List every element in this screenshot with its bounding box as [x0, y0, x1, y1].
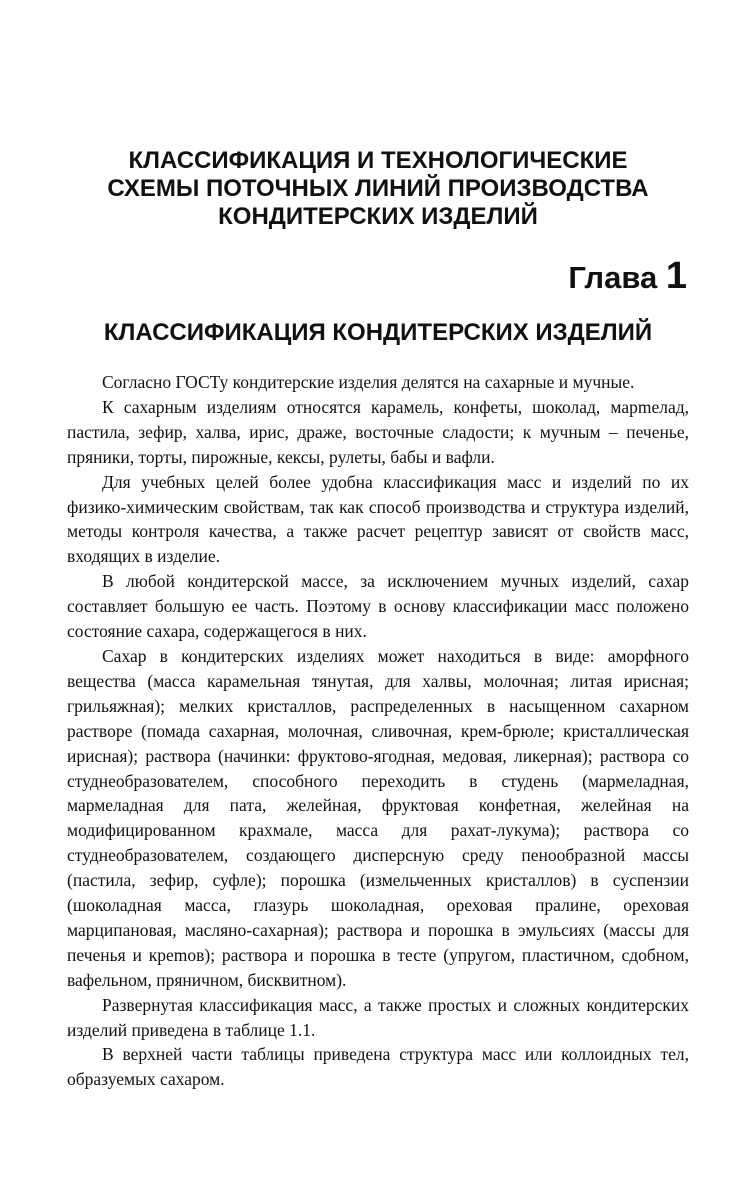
paragraph: Согласно ГОСТу кондитерские изделия делятся на сахарные и мучные.: [102, 372, 635, 392]
part-title-line: КОНДИТЕРСКИХ ИЗДЕЛИЙ: [218, 203, 538, 230]
paragraph: В любой кондитерской массе, за исключением мучных изделий, сахар составляет большую ее часть. Поэтому в основу классификации масс положено состояние сахара, содержащегося в них.: [67, 571, 689, 642]
paragraph: Для учебных целей более удобна классификация масс и изделий по их физико-химическим свойствам, так как способ производства и структура изделий, методы контроля качества, а также расчет рецептур зависят от свойств масс, входящих в изделие.: [67, 471, 689, 567]
chapter-number: 1: [665, 255, 687, 297]
paragraph: К сахарным изделиям относятся карамель, конфеты, шоколад, марmелад, пастила, зефир, халва, ирис, драже, восточные сладости; к мучным – печенье, пряники, торты, пирожные, кексы, рулеты, бабы и вафли.: [67, 396, 689, 467]
part-title-line: КЛАССИФИКАЦИЯ И ТЕХНОЛОГИЧЕСКИЕ: [128, 147, 628, 174]
paragraph: Развернутая классификация масс, а также простых и сложных кондитерских изделий приведена в таблице 1.1.: [67, 994, 689, 1040]
part-title-line: СХЕМЫ ПОТОЧНЫХ ЛИНИЙ ПРОИЗВОДСТВА: [107, 175, 649, 202]
chapter-label: Глава: [568, 260, 658, 295]
paragraph: В верхней части таблицы приведена структура масс или коллоидных тел, образуемых сахаром.: [67, 1044, 689, 1090]
paragraph: Сахар в кондитерских изделиях может находиться в виде: аморфного вещества (масса карамельная тянутая, для халвы, молочная; литая ирисная; грильяжная); мелких кристаллов, распределенных в насыщенном сахарном растворе (помада сахарная, молочная, сливочная, крем-брюле; кристаллическая ирисная); раствора (начинки: фруктово-ягодная, медовая, ликерная); раствора со студнеобразователем, способного переходить в студень (мармеладная, мармеладная для пата, желейная, фруктовая конфетная, желейная на модифицированном крахмале, масса для рахат-лукума); раствора со студнеобразователем, создающего дисперсную среду пенообразной массы (пастила, зефир, суфле); порошка (измельченных кристаллов) в суспензии (шоколадная масса, глазурь шоколадная, ореховая пралине, ореховая марципановая, масляно-сахарная); раствора и порошка в эмульсиях (массы для печенья и креmов); раствора и порошка в тесте (упругом, пластичном, сдобном, вафельном, пряничном, бисквитном).: [67, 645, 689, 990]
body-text: [67, 370, 689, 1092]
chapter-heading: [568, 255, 687, 297]
chapter-title: КЛАССИФИКАЦИЯ КОНДИТЕРСКИХ ИЗДЕЛИЙ: [103, 319, 653, 346]
part-title: [60, 147, 696, 231]
